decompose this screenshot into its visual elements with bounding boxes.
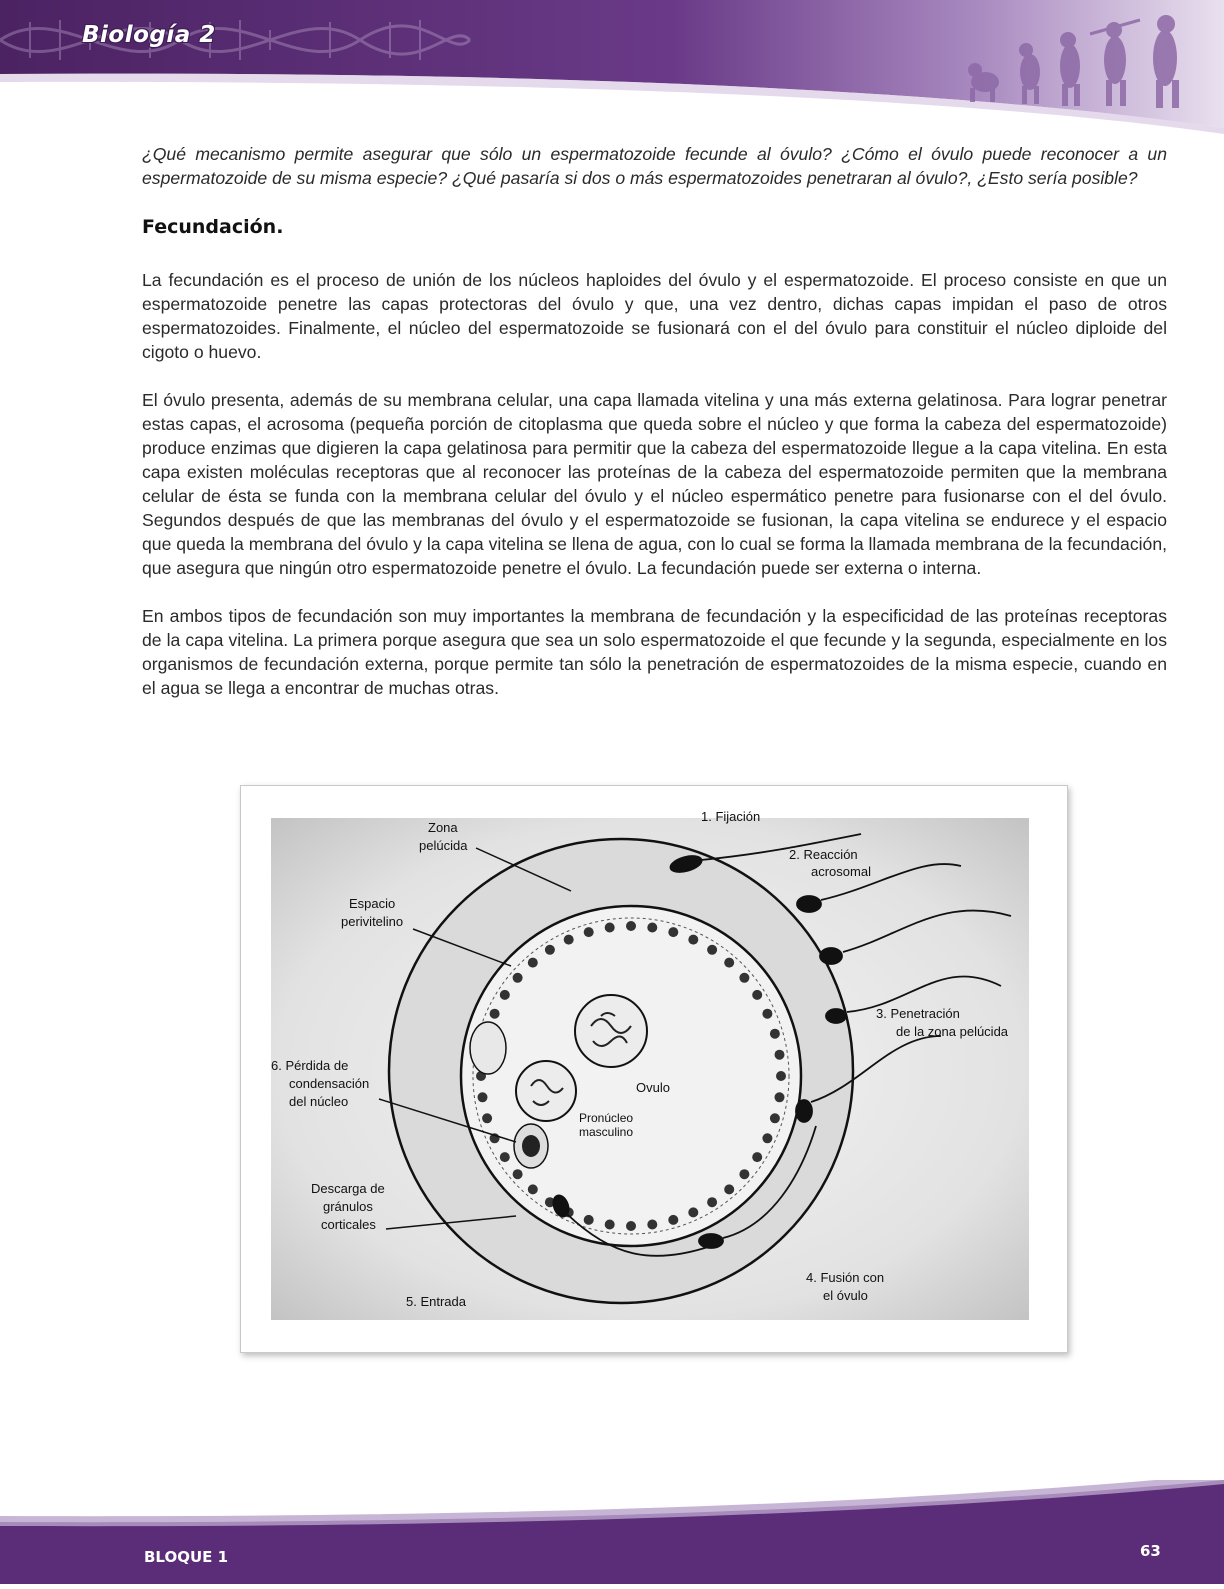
cortical-granule (605, 923, 615, 933)
cortical-granule (584, 927, 594, 937)
cortical-granule (724, 1184, 734, 1194)
label-reaccion-2: acrosomal (811, 864, 871, 879)
fertilization-diagram (241, 786, 1067, 1352)
paragraph-3: En ambos tipos de fecundación son muy importantes la membrana de fecundación y la especificidad de las proteínas receptoras de la capa vitelina. La primera porque asegura que sea un solo espermatozoide el que fecunde y la segunda, especialmente en los organismos de fecundación externa, porque permite tan sólo la penetración de espermatozoides de la misma especie, cuando en el agua se llega a encontrar de muchas otras. (142, 606, 1167, 698)
cortical-granule (513, 973, 523, 983)
cortical-granule (605, 1220, 615, 1230)
bloque-label: BLOQUE 1 (144, 1548, 229, 1566)
cortical-granule (545, 945, 555, 955)
cortical-granule (739, 1169, 749, 1179)
cortical-granule (668, 1215, 678, 1225)
cortical-granule (770, 1113, 780, 1123)
cortical-granule (482, 1113, 492, 1123)
cortical-granule (762, 1009, 772, 1019)
label-zona-2: pelúcida (419, 838, 468, 853)
paragraph-2: El óvulo presenta, además de su membrana celular, una capa llamada vitelina y una más externa gelatinosa. Para lograr penetrar estas capas, el acrosoma (pequeña porción de citoplasma que queda sobre el núcleo y que forma la cabeza del espermatozoide) produce enzimas que digieren la capa gelatinosa para permitir que la cabeza del espermatozoide llegue a la capa vitelina. En esta capa existen moléculas receptoras que al reconocer las proteínas de la cabeza del espermatozoide permiten que la membrana celular de ésta se funda con la membrana celular del óvulo y el núcleo espermático penetre para fusionarse con el del óvulo. Segundos después de que las membranas del óvulo y el espermatozoide se fusionan, la capa vitelina se endurece y el espacio que queda la membrana del óvulo y la capa vitelina se llena de agua, con lo cual se forma la llamada membrana de la fecundación, que asegura que ningún otro espermatozoide penetre el óvulo. La fecundación puede ser externa o interna. (142, 390, 1167, 578)
label-fijacion: 1. Fijación (701, 809, 761, 824)
label-descarga-3: corticales (321, 1217, 376, 1232)
cortical-granule (584, 1215, 594, 1225)
paragraph-1: La fecundación es el proceso de unión de los núcleos haploides del óvulo y el espermatozoide. El proceso consiste en que un espermatozoide penetre las capas protectoras del óvulo y que, una vez dentro, dichas capas impidan el paso de otros espermatozoides. Finalmente, el núcleo del espermatozoide se fusionará con el del óvulo para constituir el núcleo diploide del cigoto o huevo. (142, 270, 1167, 362)
cortical-granule (775, 1092, 785, 1102)
book-title: Biología 2 (82, 22, 216, 48)
cortical-granule (688, 1207, 698, 1217)
label-espacio-2: perivitelino (341, 914, 404, 929)
label-reaccion-1: 2. Reacción (789, 847, 858, 862)
label-pronucleo-1: Pronúcleo (579, 1111, 634, 1125)
cortical-granule (739, 973, 749, 983)
cortical-granule (564, 935, 574, 945)
cortical-granule (775, 1050, 785, 1060)
cortical-granule (513, 1169, 523, 1179)
label-fusion-1: 4. Fusión con (806, 1270, 885, 1285)
cortical-granule (752, 1152, 762, 1162)
cortical-granule (626, 1221, 636, 1231)
label-descarga-1: Descarga de (311, 1181, 385, 1196)
cortical-granule (724, 958, 734, 968)
cortical-granule (770, 1029, 780, 1039)
cortical-granule (500, 990, 510, 1000)
label-perdida-2: condensación (289, 1076, 370, 1091)
ovulo-shape (461, 906, 801, 1246)
label-espacio-1: Espacio (349, 896, 396, 911)
label-descarga-2: gránulos (323, 1199, 373, 1214)
label-perdida-3: del núcleo (289, 1094, 349, 1109)
label-entrada: 5. Entrada (406, 1294, 466, 1309)
label-zona-1: Zona (428, 820, 458, 835)
svg-text:Pronúcleomasculino (579, 1111, 633, 1139)
label-perdida-1: 6. Pérdida de (271, 1058, 349, 1073)
fertilization-figure (240, 785, 1068, 1353)
cortical-granule (647, 1220, 657, 1230)
cortical-granule (626, 921, 636, 931)
cortical-granule (776, 1071, 786, 1081)
cortical-granule (762, 1133, 772, 1143)
cortical-granule (668, 927, 678, 937)
label-fusion-2: el óvulo (823, 1288, 868, 1303)
pronucleo-masculino-shape (516, 1061, 576, 1121)
label-penetracion-1: 3. Penetración (876, 1006, 960, 1021)
cortical-granule (490, 1009, 500, 1019)
intro-question: ¿Qué mecanismo permite asegurar que sólo un espermatozoide fecunde al óvulo? ¿Cómo el óvulo puede reconocer a un espermatozoide de su misma especie? ¿Qué pasaría si dos o más espermatozoides penetraran al óvulo?, ¿Esto sería posible? (142, 144, 1167, 188)
section-title: Fecundación. (142, 216, 284, 238)
page-number: 63 (1140, 1542, 1161, 1560)
cortical-granule (688, 935, 698, 945)
cortical-granule (478, 1092, 488, 1102)
cortical-granule (528, 1184, 538, 1194)
cortical-granule (752, 990, 762, 1000)
label-penetracion-2: de la zona pelúcida (896, 1024, 1009, 1039)
cortical-granule (528, 958, 538, 968)
ovulo-nucleus (575, 995, 647, 1067)
label-pronucleo-2: masculino (579, 1125, 634, 1139)
cortical-granule (647, 923, 657, 933)
cortical-granule (500, 1152, 510, 1162)
label-ovulo: Ovulo (636, 1080, 670, 1095)
page-header (0, 0, 1224, 140)
cortical-granule (707, 1197, 717, 1207)
page-footer (0, 1480, 1224, 1584)
header-banner (0, 0, 1224, 140)
footer-banner (0, 1480, 1224, 1584)
cortical-granule (707, 945, 717, 955)
main-content (142, 142, 1167, 700)
